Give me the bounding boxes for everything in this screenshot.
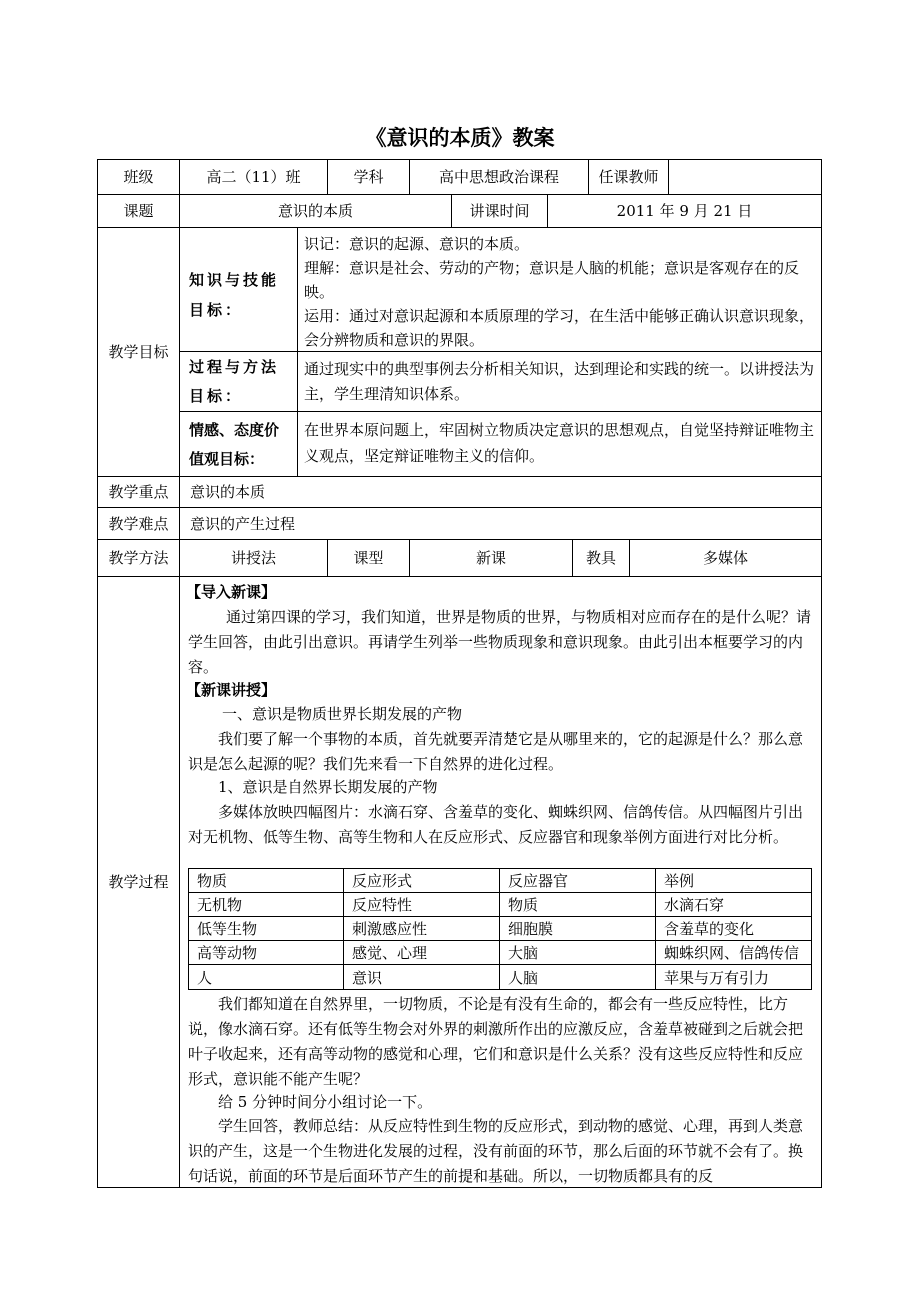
emotion-label: 情感、态度价值观目标： [189,421,280,468]
table-cell: 含羞草的变化 [655,916,812,941]
process-section-label: 教学过程 [97,576,180,1188]
difficulty-label: 教学难点 [97,507,180,540]
table-cell: 反应特性 [343,892,500,917]
table-cell: 无机物 [188,892,344,917]
tool-value: 多媒体 [629,539,822,577]
time-value: 2011 年 9 月 21 日 [547,194,822,228]
section-one-title: 一、意识是物质世界长期发展的产物 [222,705,463,723]
key-point-label: 教学重点 [97,476,180,508]
type-value: 新课 [409,539,573,577]
table-cell: 蜘蛛织网、信鸽传信 [655,940,812,965]
paragraph-4: 给 5 分钟时间分小组讨论一下。 [218,1093,433,1111]
intro-heading: 【导入新课】 [186,583,277,601]
teacher-label: 任课教师 [588,159,669,195]
topic-value: 意识的本质 [179,194,452,228]
table-cell: 细胞膜 [499,916,656,941]
process-goal-content: 通过现实中的典型事例去分析相关知识，达到理论和实践的统一。以讲授法为主，学生理清知识体系。 [297,351,822,412]
knowledge-label: 知识与技能目标： [189,271,280,319]
paragraph-3: 我们都知道在自然界里，一切物质，不论是有没有生命的，都会有一些反应特性，比方说，像水滴石穿。还有低等生物会对外界的刺激所作出的应激反应，含羞草被碰到之后就会把叶子收起来，还有高等动物的感觉和心理，它们和意识是什么关系？没有这些反应特性和反应形式，意识能不能产生呢？ [188,995,804,1088]
new-lesson-heading: 【新课讲授】 [186,681,277,699]
time-label: 讲课时间 [451,194,548,228]
difficulty-value: 意识的产生过程 [179,507,822,540]
method-value: 讲授法 [179,539,328,577]
table-cell: 水滴石穿 [655,892,812,917]
table-header-cell: 反应形式 [343,868,500,893]
teacher-value [668,159,822,195]
knowledge-label-cell [179,227,298,352]
table-cell: 物质 [499,892,656,917]
subsection-1-title: 1、意识是自然界长期发展的产物 [218,778,438,796]
table-cell: 人脑 [499,964,656,990]
table-header-cell: 举例 [655,868,812,893]
table-header-cell: 物质 [188,868,344,893]
intro-text: 通过第四课的学习，我们知道，世界是物质的世界，与物质相对应而存在的是什么呢？请学生回答，由此引出意识。再请学生列举一些物质现象和意识现象。由此引出本框要学习的内容。 [188,608,812,676]
table-cell: 低等生物 [188,916,344,941]
table-header-cell: 反应器官 [499,868,656,893]
table-cell: 大脑 [499,940,656,965]
subject-value: 高中思想政治课程 [409,159,589,195]
type-label: 课型 [327,539,410,577]
table-cell: 苹果与万有引力 [655,964,812,990]
paragraph-2: 多媒体放映四幅图片：水滴石穿、含羞草的变化、蜘蛛织网、信鸽传信。从四幅图片引出对无机物、低等生物、高等生物和人在反应形式、反应器官和现象举例方面进行对比分析。 [188,803,804,846]
table-cell: 人 [188,964,344,990]
class-label: 班级 [97,159,180,195]
table-cell: 刺激感应性 [343,916,500,941]
table-cell: 意识 [343,964,500,990]
table-cell: 感觉、心理 [343,940,500,965]
subject-label: 学科 [327,159,410,195]
paragraph-1: 我们要了解一个事物的本质，首先就要弄清楚它是从哪里来的，它的起源是什么？那么意识是怎么起源的呢？我们先来看一下自然界的进化过程。 [188,730,804,773]
topic-label: 课题 [97,194,180,228]
tool-label: 教具 [572,539,630,577]
goals-label: 教学目标 [97,227,180,477]
key-point-value: 意识的本质 [179,476,822,508]
emotion-label-cell [179,411,298,477]
knowledge-line-1: 识记：意识的起源、意识的本质。 [304,235,530,253]
emotion-goal-content: 在世界本原问题上，牢固树立物质决定意识的思想观点，自觉坚持辩证唯物主义观点，坚定辩证唯物主义的信仰。 [297,411,822,477]
method-label: 教学方法 [97,539,180,577]
knowledge-line-2: 理解：意识是社会、劳动的产物；意识是人脑的机能；意识是客观存在的反映。 [304,259,800,301]
table-cell: 高等动物 [188,940,344,965]
process-label-cell [179,351,298,412]
knowledge-line-3: 运用：通过对意识起源和本质原理的学习，在生活中能够正确认识意识现象，会分辨物质和意识的界限。 [304,307,815,349]
process-label: 过程与方法目标： [189,358,280,405]
paragraph-5: 学生回答，教师总结：从反应特性到生物的反应形式，到动物的感觉、心理，再到人类意识的产生，这是一个生物进化发展的过程，没有前面的环节，那么后面的环节就不会有了。换句话说，前面的环节是后面环节产生的前提和基础。所以，一切物质都具有的反 [188,1117,804,1185]
class-value: 高二（11）班 [179,159,328,195]
knowledge-content [297,227,822,352]
document-title: 《意识的本质》教案 [365,126,555,150]
